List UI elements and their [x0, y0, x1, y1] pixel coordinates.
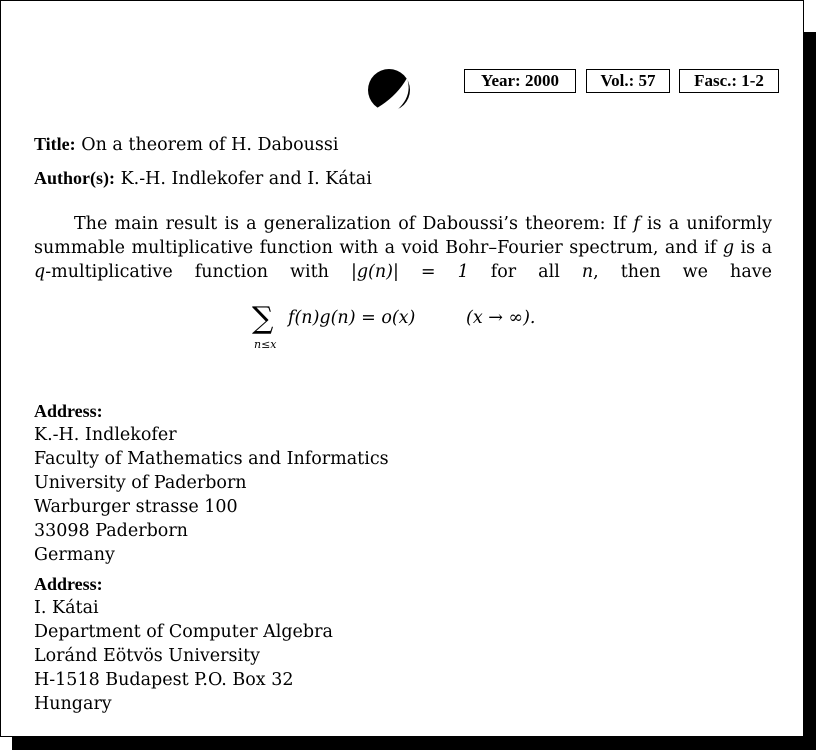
volume-badge: Vol.: 57	[586, 69, 670, 93]
authors-line	[34, 166, 372, 191]
title-line	[34, 132, 339, 157]
sum-symbol: ∑	[252, 301, 274, 336]
sum-subscript: n≤x	[254, 338, 277, 351]
address-line: University of Paderborn	[34, 473, 247, 493]
address-line: Loránd Eötvös University	[34, 646, 261, 666]
address-line: Warburger strasse 100	[34, 497, 238, 517]
address-line: I. Kátai	[34, 598, 99, 618]
address-line: Germany	[34, 545, 115, 565]
address-block-1	[34, 399, 389, 567]
page-shadow-right	[804, 32, 816, 750]
abstract-text: The main result is a generalization of Daboussi’s theorem: If f is a uniformly summable multiplicative function with a void Bohr–Fourier spectrum, and if g is a q-multiplicative function with |g(n)| = 1 for all n, then we have	[34, 214, 773, 282]
abstract	[34, 212, 772, 284]
journal-logo-icon	[367, 66, 413, 114]
year-badge: Year: 2000	[464, 69, 576, 93]
address-line: Faculty of Mathematics and Informatics	[34, 449, 389, 469]
main-formula	[252, 300, 582, 360]
address-label: Address:	[34, 401, 103, 421]
address-line: K.-H. Indlekofer	[34, 425, 177, 445]
paper-authors: K.-H. Indlekofer and I. Kátai	[120, 169, 372, 189]
address-line: Hungary	[34, 694, 112, 714]
address-label: Address:	[34, 574, 103, 594]
formula-expression: f(n)g(n) = o(x)	[288, 308, 416, 328]
fascicle-badge: Fasc.: 1-2	[679, 69, 779, 93]
address-line: 33098 Paderborn	[34, 521, 188, 541]
paper-title: On a theorem of H. Daboussi	[81, 135, 339, 155]
page-shadow-bottom	[12, 737, 816, 750]
title-label: Title:	[34, 134, 76, 154]
formula-limit: (x → ∞).	[466, 308, 536, 328]
address-block-2	[34, 572, 333, 716]
authors-label: Author(s):	[34, 168, 115, 188]
address-line: Department of Computer Algebra	[34, 622, 333, 642]
address-line: H-1518 Budapest P.O. Box 32	[34, 670, 294, 690]
